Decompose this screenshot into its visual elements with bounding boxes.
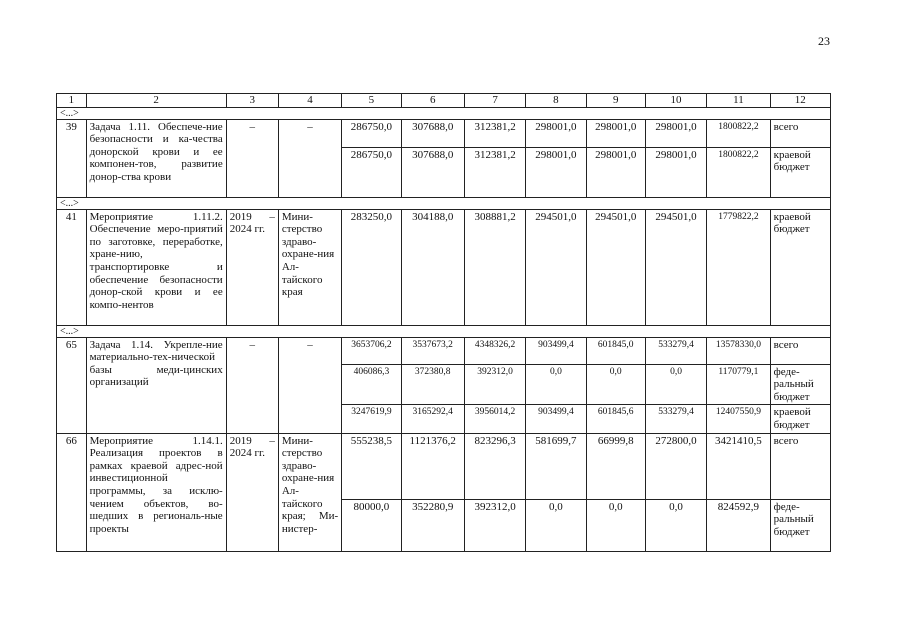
value-cell: 533279,4: [645, 337, 706, 364]
row-period: –: [226, 337, 278, 433]
value-cell: 66999,8: [586, 433, 645, 499]
funding-source: краевой бюджет: [770, 209, 830, 325]
value-cell: 823296,3: [464, 433, 525, 499]
table-row: [57, 119, 831, 147]
table-row: [57, 337, 831, 364]
header-cell: 8: [526, 94, 586, 108]
value-cell: 3247619,9: [342, 405, 401, 433]
funding-source: всего: [770, 337, 830, 364]
value-cell: 298001,0: [586, 119, 645, 147]
funding-source: краевой бюджет: [770, 147, 830, 197]
value-cell: 13578330,0: [707, 337, 770, 364]
value-cell: 286750,0: [342, 119, 401, 147]
value-cell: 298001,0: [586, 147, 645, 197]
row-id: 41: [57, 209, 87, 325]
row-id: 39: [57, 119, 87, 197]
header-cell: 5: [342, 94, 401, 108]
header-cell: 11: [707, 94, 770, 108]
table-row: [57, 433, 831, 499]
header-cell: 4: [278, 94, 341, 108]
row-name: Задача 1.14. Укрепле-ние материально-тех-нической базы меди-цинских организаций: [86, 337, 226, 433]
value-cell: 0,0: [526, 499, 586, 551]
value-cell: 3421410,5: [707, 433, 770, 499]
row-executor: Мини-стерство здраво-охране-ния Ал-тайского края; Ми-нистер-: [278, 433, 341, 551]
value-cell: 3653706,2: [342, 337, 401, 364]
value-cell: 80000,0: [342, 499, 401, 551]
value-cell: 294501,0: [586, 209, 645, 325]
row-name: Задача 1.11. Обеспече-ние безопасности и ка-чества донорской крови и ее компонен-тов, развитие донор-ства крови: [86, 119, 226, 197]
omission-marker: <...>: [57, 325, 831, 337]
value-cell: 352280,9: [401, 499, 464, 551]
page-number: 23: [818, 34, 830, 48]
table-row: [57, 209, 831, 325]
header-row: [57, 94, 831, 108]
value-cell: 0,0: [586, 499, 645, 551]
value-cell: 824592,9: [707, 499, 770, 551]
value-cell: 533279,4: [645, 405, 706, 433]
value-cell: 406086,3: [342, 364, 401, 405]
value-cell: 1121376,2: [401, 433, 464, 499]
row-id: 65: [57, 337, 87, 433]
funding-source: всего: [770, 119, 830, 147]
program-table: [56, 93, 831, 552]
value-cell: 0,0: [645, 499, 706, 551]
value-cell: 392312,0: [464, 499, 525, 551]
value-cell: 372380,8: [401, 364, 464, 405]
row-executor: Мини-стерство здраво-охране-ния Ал-тайского края: [278, 209, 341, 325]
header-cell: 9: [586, 94, 645, 108]
value-cell: 308881,2: [464, 209, 525, 325]
value-cell: 392312,0: [464, 364, 525, 405]
value-cell: 3956014,2: [464, 405, 525, 433]
header-cell: 7: [464, 94, 525, 108]
funding-source: феде-ральный бюджет: [770, 499, 830, 551]
value-cell: 294501,0: [526, 209, 586, 325]
value-cell: 601845,6: [586, 405, 645, 433]
row-executor: –: [278, 119, 341, 197]
value-cell: 307688,0: [401, 119, 464, 147]
value-cell: 12407550,9: [707, 405, 770, 433]
row-period: –: [226, 119, 278, 197]
value-cell: 294501,0: [645, 209, 706, 325]
value-cell: 581699,7: [526, 433, 586, 499]
header-cell: 10: [645, 94, 706, 108]
row-name: Мероприятие 1.11.2. Обеспечение меро-приятий по заготовке, переработке, хране-нию, транспортировке и обеспечение безопасности донор-ской крови и ее компо-нентов: [86, 209, 226, 325]
omission-row: [57, 107, 831, 119]
omission-row: [57, 197, 831, 209]
value-cell: 903499,4: [526, 405, 586, 433]
header-cell: 1: [57, 94, 87, 108]
value-cell: 298001,0: [645, 119, 706, 147]
value-cell: 0,0: [586, 364, 645, 405]
value-cell: 304188,0: [401, 209, 464, 325]
header-cell: 2: [86, 94, 226, 108]
value-cell: 1170779,1: [707, 364, 770, 405]
value-cell: 312381,2: [464, 119, 525, 147]
value-cell: 903499,4: [526, 337, 586, 364]
value-cell: 312381,2: [464, 147, 525, 197]
value-cell: 1800822,2: [707, 119, 770, 147]
value-cell: 298001,0: [526, 119, 586, 147]
value-cell: 283250,0: [342, 209, 401, 325]
row-period: 2019 – 2024 гг.: [226, 209, 278, 325]
header-cell: 3: [226, 94, 278, 108]
header-cell: 12: [770, 94, 830, 108]
value-cell: 555238,5: [342, 433, 401, 499]
value-cell: 286750,0: [342, 147, 401, 197]
value-cell: 4348326,2: [464, 337, 525, 364]
value-cell: 1800822,2: [707, 147, 770, 197]
value-cell: 298001,0: [645, 147, 706, 197]
row-id: 66: [57, 433, 87, 551]
funding-source: феде-ральный бюджет: [770, 364, 830, 405]
funding-source: краевой бюджет: [770, 405, 830, 433]
row-executor: –: [278, 337, 341, 433]
value-cell: 1779822,2: [707, 209, 770, 325]
value-cell: 601845,0: [586, 337, 645, 364]
value-cell: 0,0: [526, 364, 586, 405]
value-cell: 298001,0: [526, 147, 586, 197]
value-cell: 3165292,4: [401, 405, 464, 433]
omission-marker: <...>: [57, 197, 831, 209]
value-cell: 3537673,2: [401, 337, 464, 364]
value-cell: 272800,0: [645, 433, 706, 499]
header-cell: 6: [401, 94, 464, 108]
value-cell: 0,0: [645, 364, 706, 405]
row-name: Мероприятие 1.14.1. Реализация проектов в рамках краевой адрес-ной инвестиционной программы, за исклю-чением объектов, во-шедших в региональ-ные проекты: [86, 433, 226, 551]
value-cell: 307688,0: [401, 147, 464, 197]
row-period: 2019 – 2024 гг.: [226, 433, 278, 551]
omission-marker: <...>: [57, 107, 831, 119]
omission-row: [57, 325, 831, 337]
funding-source: всего: [770, 433, 830, 499]
